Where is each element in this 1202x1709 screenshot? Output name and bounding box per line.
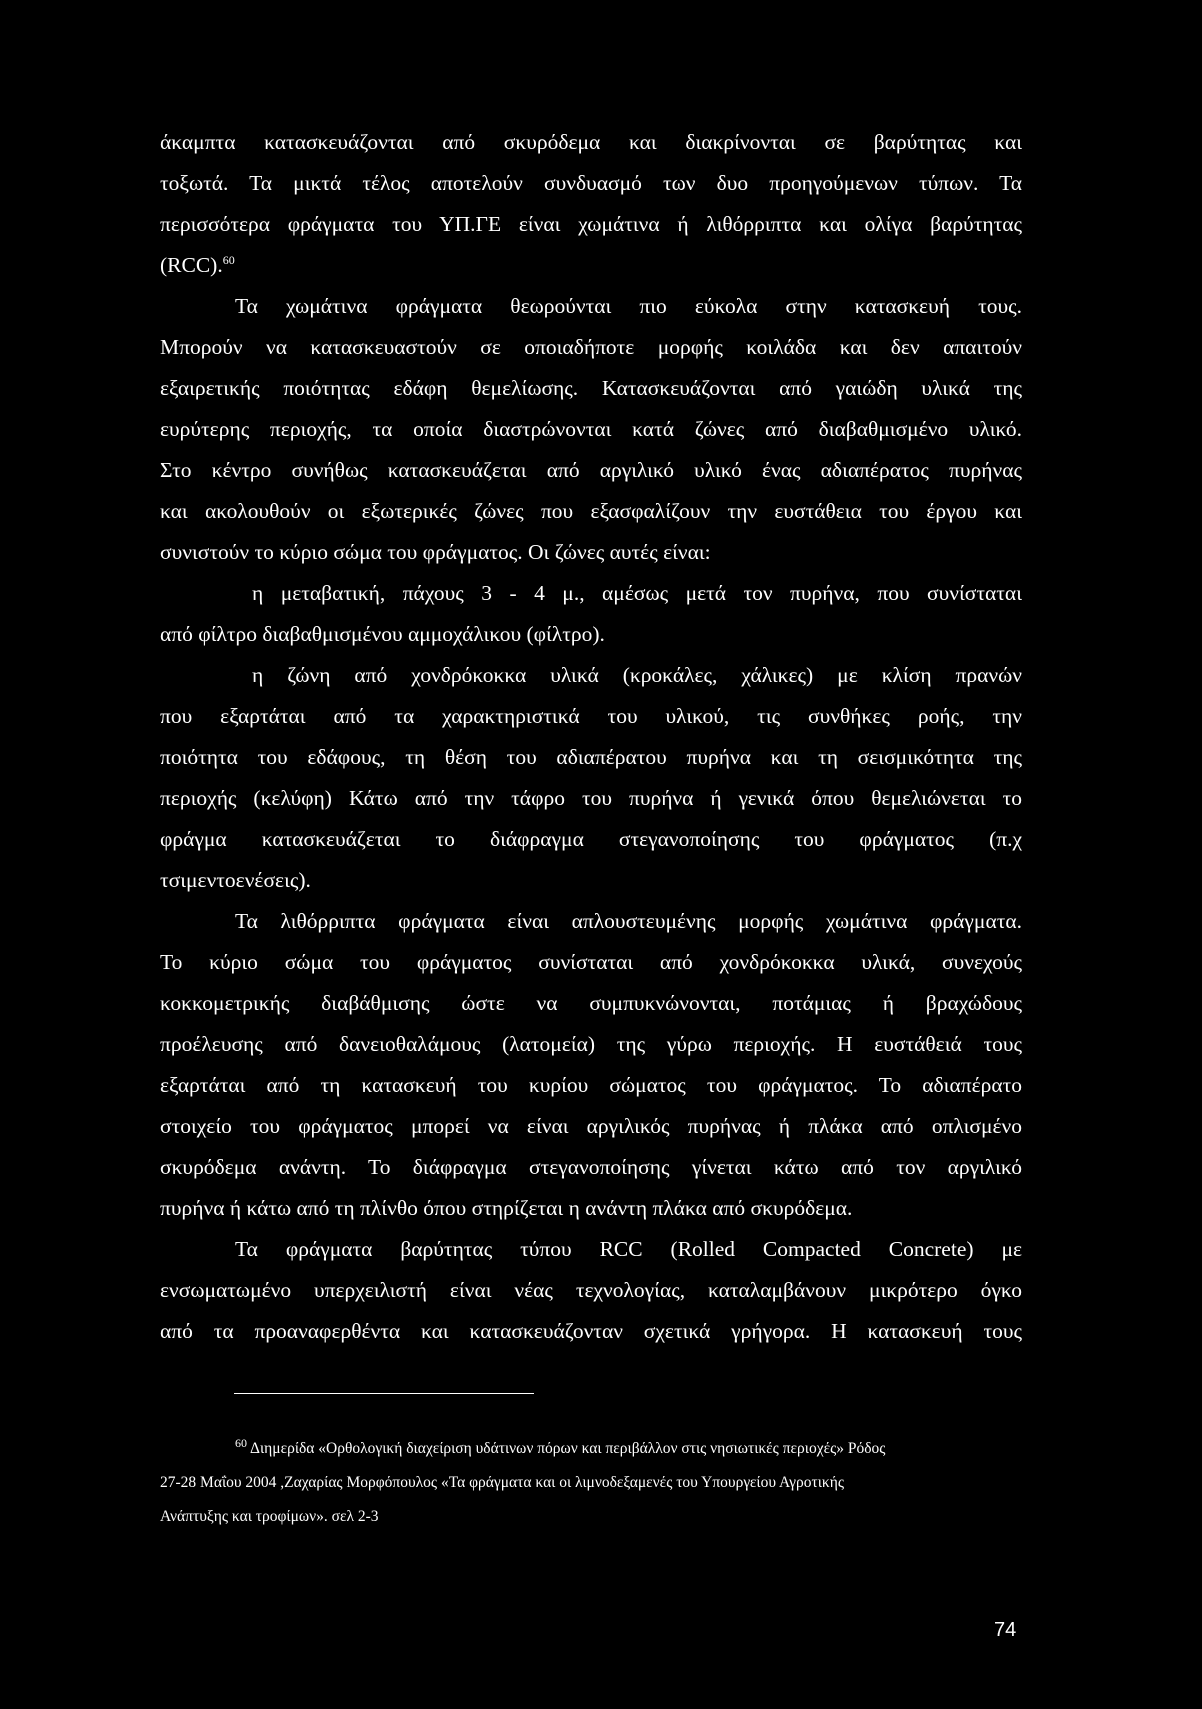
body-text — [160, 122, 1022, 1352]
text-line: πυρήνα ή κάτω από τη πλίνθο όπου στηρίζεται η ανάντη πλάκα από σκυρόδεμα. — [160, 1196, 853, 1220]
list-item-line: η μεταβατική, πάχους 3 - 4 μ., αμέσως μετά τον πυρήνα, που συνίσταται — [252, 581, 1022, 605]
text-line: προέλευσης από δανειοθαλάμους (λατομεία) της γύρω περιοχής. Η ευστάθειά τους — [160, 1032, 1022, 1056]
text-line: Τα λιθόρριπτα φράγματα είναι απλουστευμένης μορφής χωμάτινα φράγματα. — [235, 909, 1022, 933]
text-line: από τα προαναφερθέντα και κατασκευάζονταν σχετικά γρήγορα. Η κατασκευή τους — [160, 1319, 1022, 1343]
footnote-separator — [234, 1393, 534, 1394]
text-line: τοξωτά. Τα μικτά τέλος αποτελούν συνδυασμό των δυο προηγούμενων τύπων. Τα — [160, 171, 1022, 195]
list-item-line: περιοχής (κελύφη) Κάτω από την τάφρο του πυρήνα ή γενικά όπου θεμελιώνεται το — [160, 786, 1022, 810]
text-line: σκυρόδεμα ανάντη. Το διάφραγμα στεγανοποίησης γίνεται κάτω από τον αργιλικό — [160, 1155, 1022, 1179]
footnote-text: Διημερίδα «Ορθολογική διαχείριση υδάτινων πόρων και περιβάλλον στις νησιωτικές περιοχές» Ρόδος — [250, 1440, 886, 1457]
text-line: κοκκομετρικής διαβάθμισης ώστε να συμπυκνώνονται, ποτάμιας ή βραχώδους — [160, 991, 1022, 1015]
text-line — [160, 245, 1022, 286]
list-item-line: που εξαρτάται από τα χαρακτηριστικά του υλικού, τις συνθήκες ροής, την — [160, 704, 1022, 728]
text-line: άκαμπτα κατασκευάζονται από σκυρόδεμα και διακρίνονται σε βαρύτητας και — [160, 130, 1022, 154]
footnote-reference: 60 — [222, 252, 235, 267]
text-line: εξαρτάται από τη κατασκευή του κυρίου σώματος του φράγματος. Το αδιαπέρατο — [160, 1073, 1022, 1097]
text-line: στοιχείο του φράγματος μπορεί να είναι αργιλικός πυρήνας ή πλάκα από οπλισμένο — [160, 1114, 1022, 1138]
text-line: εξαιρετικής ποιότητας εδάφη θεμελίωσης. Κατασκευάζονται από γαιώδη υλικά της — [160, 376, 1022, 400]
text-fragment: (RCC). — [160, 253, 223, 277]
text-line: περισσότερα φράγματα του ΥΠ.ΓΕ είναι χωμάτινα ή λιθόρριπτα και ολίγα βαρύτητας — [160, 212, 1022, 236]
text-line: Το κύριο σώμα του φράγματος συνίσταται από χονδρόκοκκα υλικά, συνεχούς — [160, 950, 1022, 974]
list-item-line: ποιότητα του εδάφους, τη θέση του αδιαπέρατου πυρήνα και τη σεισμικότητα της — [160, 745, 1022, 769]
list-item-line: η ζώνη από χονδρόκοκκα υλικά (κροκάλες, χάλικες) με κλίση πρανών — [252, 663, 1022, 687]
text-line: και ακολουθούν οι εξωτερικές ζώνες που εξασφαλίζουν την ευστάθεια του έργου και — [160, 499, 1022, 523]
footnote-line: 27-28 Μαΐου 2004 ,Ζαχαρίας Μορφόπουλος «Τα φράγματα και οι λιμνοδεξαμενές του Υπουργείου Αγροτικής — [160, 1474, 844, 1491]
text-line: ενσωματωμένο υπερχειλιστή είναι νέας τεχνολογίας, καταλαμβάνουν μικρότερο όγκο — [160, 1278, 1022, 1302]
text-line: Στο κέντρο συνήθως κατασκευάζεται από αργιλικό υλικό ένας αδιαπέρατος πυρήνας — [160, 458, 1022, 482]
footnote — [160, 1432, 1022, 1534]
text-line: συνιστούν το κύριο σώμα του φράγματος. Οι ζώνες αυτές είναι: — [160, 540, 711, 564]
list-item-line: από φίλτρο διαβαθμισμένου αμμοχάλικου (φίλτρο). — [160, 622, 605, 646]
list-item-line: φράγμα κατασκευάζεται το διάφραγμα στεγανοποίησης του φράγματος (π.χ — [160, 827, 1022, 851]
text-line: Τα χωμάτινα φράγματα θεωρούνται πιο εύκολα στην κατασκευή τους. — [235, 294, 1022, 318]
page-number: 74 — [994, 1619, 1017, 1641]
footnote-number: 60 — [235, 1435, 247, 1450]
footnote-line — [160, 1432, 1022, 1466]
list-item-line: τσιμεντοενέσεις). — [160, 868, 311, 892]
text-line: Τα φράγματα βαρύτητας τύπου RCC (Rolled Compacted Concrete) με — [235, 1237, 1022, 1261]
text-line: ευρύτερης περιοχής, τα οποία διαστρώνονται κατά ζώνες από διαβαθμισμένο υλικό. — [160, 417, 1022, 441]
text-line: Μπορούν να κατασκευαστούν σε οποιαδήποτε μορφής κοιλάδα και δεν απαιτούν — [160, 335, 1022, 359]
footnote-line: Ανάπτυξης και τροφίμων». σελ 2-3 — [160, 1508, 379, 1525]
